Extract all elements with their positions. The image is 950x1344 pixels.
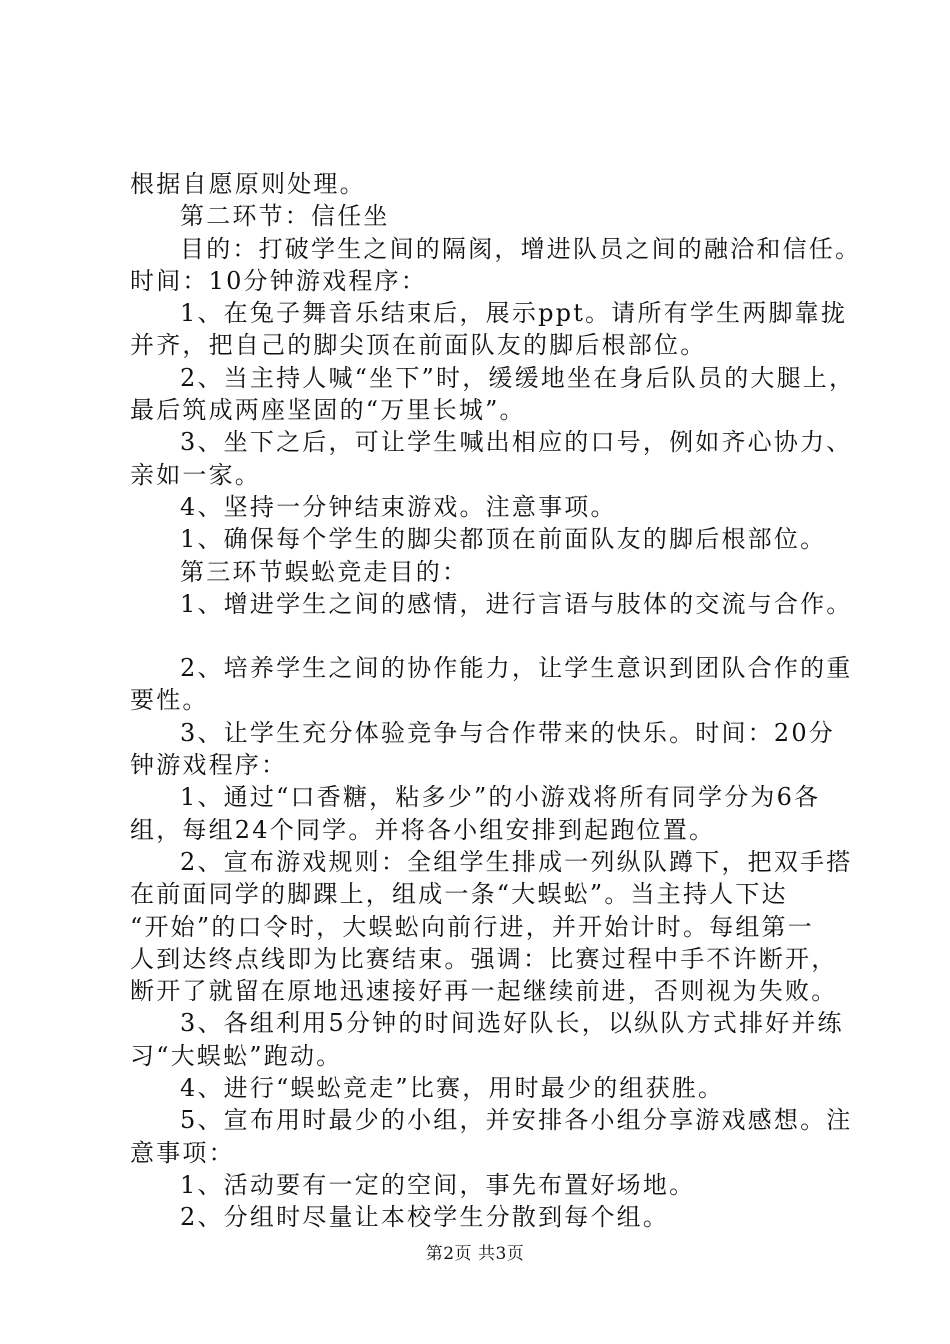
paragraph-first-line: 3、坐下之后，可让学生喊出相应的口号，例如齐心协力、 bbox=[180, 428, 853, 457]
paragraph-continuation-line: 要性。 bbox=[130, 686, 209, 715]
paragraph-continuation-line: “开始”的口令时，大蜈蚣向前行进，并开始计时。每组第一 bbox=[130, 912, 814, 941]
paragraph-first-line: 3、让学生充分体验竞争与合作带来的快乐。时间：20分 bbox=[180, 718, 836, 747]
paragraph-first-line: 2、培养学生之间的协作能力，让学生意识到团队合作的重 bbox=[180, 654, 853, 683]
paragraph-continuation-line: 断开了就留在原地迅速接好再一起继续前进，否则视为失败。 bbox=[130, 977, 838, 1006]
paragraph-continuation-line: 时间：10分钟游戏程序： bbox=[130, 266, 427, 295]
paragraph-continuation-line: 习“大蜈蚣”跑动。 bbox=[130, 1041, 343, 1070]
paragraph-continuation-line: 组，每组24个同学。并将各小组安排到起跑位置。 bbox=[130, 815, 716, 844]
paragraph-first-line: 根据自愿原则处理。 bbox=[130, 170, 366, 198]
paragraph-first-line: 4、进行“蜈蚣竞走”比赛，用时最少的组获胜。 bbox=[180, 1074, 725, 1103]
paragraph-continuation-line: 并齐，把自己的脚尖顶在前面队友的脚后根部位。 bbox=[130, 331, 707, 360]
paragraph-first-line: 1、通过“口香糖，粘多少”的小游戏将所有同学分为6各 bbox=[180, 783, 821, 812]
paragraph-continuation-line: 意事项： bbox=[130, 1138, 235, 1167]
paragraph-first-line: 5、宣布用时最少的小组，并安排各小组分享游戏感想。注 bbox=[180, 1106, 853, 1135]
paragraph-first-line: 1、确保每个学生的脚尖都顶在前面队友的脚后根部位。 bbox=[180, 525, 827, 554]
paragraph-first-line: 1、活动要有一定的空间，事先布置好场地。 bbox=[180, 1170, 696, 1199]
paragraph-first-line: 1、增进学生之间的感情，进行言语与肢体的交流与合作。 bbox=[180, 589, 853, 618]
paragraph-first-line: 2、分组时尽量让本校学生分散到每个组。 bbox=[180, 1203, 670, 1232]
paragraph-first-line: 1、在兔子舞音乐结束后，展示ppt。请所有学生两脚靠拢 bbox=[180, 299, 848, 328]
paragraph-first-line: 目的：打破学生之间的隔阂，增进队员之间的融洽和信任。 bbox=[180, 234, 862, 263]
paragraph-first-line: 3、各组利用5分钟的时间选好队长，以纵队方式排好并练 bbox=[180, 1009, 844, 1038]
paragraph-first-line: 2、宣布游戏规则：全组学生排成一列纵队蹲下，把双手搭 bbox=[180, 847, 853, 876]
paragraph-first-line: 第二环节：信任坐 bbox=[180, 202, 390, 231]
paragraph-first-line: 2、当主持人喊“坐下”时，缓缓地坐在身后队员的大腿上， bbox=[180, 363, 856, 392]
document-body bbox=[130, 168, 862, 1234]
paragraph-continuation-line: 最后筑成两座坚固的“万里长城”。 bbox=[130, 396, 526, 425]
paragraph-continuation-line: 钟游戏程序： bbox=[130, 751, 288, 780]
page-footer: 第2页 共3页 bbox=[425, 1244, 525, 1264]
paragraph-continuation-line: 在前面同学的脚踝上，组成一条“大蜈蚣”。当主持人下达 bbox=[130, 880, 788, 909]
paragraph-continuation-line: 人到达终点线即为比赛结束。强调：比赛过程中手不许断开， bbox=[130, 944, 838, 973]
paragraph-continuation-line: 亲如一家。 bbox=[130, 460, 261, 489]
blank-line bbox=[130, 620, 850, 652]
paragraph-first-line: 4、坚持一分钟结束游戏。注意事项。 bbox=[180, 492, 617, 521]
paragraph-first-line: 第三环节蜈蚣竞走目的： bbox=[180, 557, 469, 586]
